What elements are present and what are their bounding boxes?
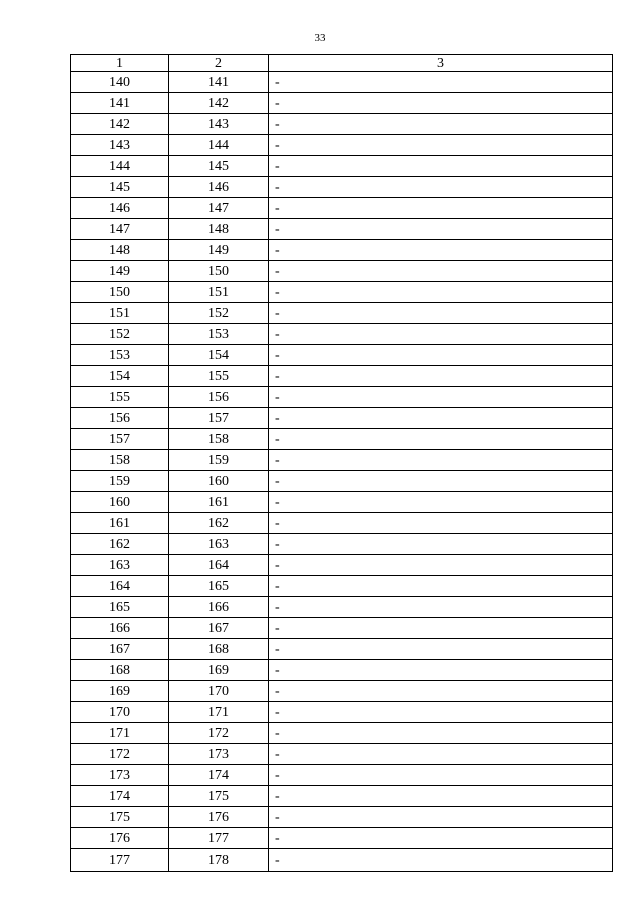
table-cell: -	[269, 576, 613, 597]
table-cell: -	[269, 534, 613, 555]
table-cell: 159	[169, 450, 269, 471]
table-cell: -	[269, 639, 613, 660]
table-cell: -	[269, 198, 613, 219]
table-cell: 144	[169, 135, 269, 156]
table-cell: 167	[169, 618, 269, 639]
table-cell: 175	[71, 807, 169, 828]
table-cell: -	[269, 744, 613, 765]
table-cell: -	[269, 72, 613, 93]
table-cell: 142	[71, 114, 169, 135]
table-row	[71, 408, 613, 429]
table-cell: 158	[71, 450, 169, 471]
table-row	[71, 492, 613, 513]
table-cell: 147	[71, 219, 169, 240]
table-cell: 146	[71, 198, 169, 219]
table-cell: 140	[71, 72, 169, 93]
table-row	[71, 618, 613, 639]
table-cell: 142	[169, 93, 269, 114]
table-cell: 153	[71, 345, 169, 366]
table-cell: 141	[71, 93, 169, 114]
table-cell: -	[269, 660, 613, 681]
table-cell: -	[269, 492, 613, 513]
table-cell: -	[269, 597, 613, 618]
table-cell: 165	[169, 576, 269, 597]
table-cell: -	[269, 282, 613, 303]
table-body	[71, 72, 613, 872]
table-cell: 163	[71, 555, 169, 576]
table-cell: -	[269, 450, 613, 471]
table-cell: 153	[169, 324, 269, 345]
table-cell: 171	[71, 723, 169, 744]
table-row	[71, 177, 613, 198]
table-cell: -	[269, 156, 613, 177]
data-table	[70, 54, 613, 872]
table-cell: 164	[71, 576, 169, 597]
table-cell: 161	[71, 513, 169, 534]
table-cell: 161	[169, 492, 269, 513]
table-cell: 176	[169, 807, 269, 828]
table-row	[71, 324, 613, 345]
table-cell: -	[269, 114, 613, 135]
table-row	[71, 450, 613, 471]
table-cell: -	[269, 366, 613, 387]
table-cell: -	[269, 618, 613, 639]
table-cell: 172	[169, 723, 269, 744]
table-row	[71, 282, 613, 303]
table-cell: 145	[71, 177, 169, 198]
table-cell: -	[269, 429, 613, 450]
table-cell: 151	[169, 282, 269, 303]
table-cell: -	[269, 387, 613, 408]
table-cell: 170	[169, 681, 269, 702]
table-cell: 141	[169, 72, 269, 93]
table-cell: 172	[71, 744, 169, 765]
table-row	[71, 597, 613, 618]
table-cell: -	[269, 135, 613, 156]
table-cell: 164	[169, 555, 269, 576]
table-cell: 150	[71, 282, 169, 303]
table-cell: 143	[71, 135, 169, 156]
table-cell: 162	[169, 513, 269, 534]
table-cell: 166	[169, 597, 269, 618]
table-cell: 148	[169, 219, 269, 240]
page-number: 33	[314, 32, 326, 44]
table-cell: 173	[71, 765, 169, 786]
table-row	[71, 303, 613, 324]
table-cell: 175	[169, 786, 269, 807]
table-row	[71, 786, 613, 807]
table-cell: -	[269, 93, 613, 114]
table-cell: -	[269, 702, 613, 723]
table-row	[71, 807, 613, 828]
table-row	[71, 198, 613, 219]
table-row	[71, 744, 613, 765]
column-header: 3	[269, 55, 613, 72]
table-row	[71, 429, 613, 450]
table-cell: -	[269, 513, 613, 534]
table-cell: 177	[169, 828, 269, 849]
table-cell: 156	[169, 387, 269, 408]
table-cell: 149	[71, 261, 169, 282]
table-row	[71, 366, 613, 387]
table-row	[71, 135, 613, 156]
table-cell: -	[269, 555, 613, 576]
table-cell: 163	[169, 534, 269, 555]
table-header-row	[71, 55, 613, 72]
table-cell: 148	[71, 240, 169, 261]
table-row	[71, 387, 613, 408]
table-row	[71, 555, 613, 576]
table-cell: 168	[169, 639, 269, 660]
table-cell: -	[269, 723, 613, 744]
table-cell: -	[269, 807, 613, 828]
table-cell: -	[269, 177, 613, 198]
table-row	[71, 471, 613, 492]
table-cell: 166	[71, 618, 169, 639]
table-cell: 143	[169, 114, 269, 135]
table-row	[71, 72, 613, 93]
table-cell: 158	[169, 429, 269, 450]
table-cell: 145	[169, 156, 269, 177]
table-cell: -	[269, 471, 613, 492]
table-cell: 170	[71, 702, 169, 723]
table-row	[71, 828, 613, 849]
table-row	[71, 513, 613, 534]
table-row	[71, 660, 613, 681]
table-cell: 160	[71, 492, 169, 513]
table-cell: 154	[71, 366, 169, 387]
table-cell: 154	[169, 345, 269, 366]
table-row	[71, 723, 613, 744]
table-cell: 151	[71, 303, 169, 324]
table-cell: 169	[71, 681, 169, 702]
table-row	[71, 849, 613, 872]
table-cell: -	[269, 408, 613, 429]
table-cell: -	[269, 324, 613, 345]
table-cell: 157	[169, 408, 269, 429]
table-cell: 177	[71, 849, 169, 872]
table-row	[71, 576, 613, 597]
table-cell: 174	[71, 786, 169, 807]
table-cell: 176	[71, 828, 169, 849]
column-header: 1	[71, 55, 169, 72]
table-cell: 157	[71, 429, 169, 450]
table-cell: 174	[169, 765, 269, 786]
table-cell: 169	[169, 660, 269, 681]
table-row	[71, 114, 613, 135]
table-cell: 144	[71, 156, 169, 177]
column-header: 2	[169, 55, 269, 72]
table-row	[71, 240, 613, 261]
table-cell: 155	[71, 387, 169, 408]
table-cell: 178	[169, 849, 269, 872]
table-row	[71, 639, 613, 660]
table-cell: 146	[169, 177, 269, 198]
table-cell: 167	[71, 639, 169, 660]
table-cell: -	[269, 765, 613, 786]
table-row	[71, 93, 613, 114]
table-row	[71, 219, 613, 240]
table-cell: 165	[71, 597, 169, 618]
table-row	[71, 765, 613, 786]
table-cell: -	[269, 261, 613, 282]
table-cell: 168	[71, 660, 169, 681]
table-cell: 150	[169, 261, 269, 282]
table-cell: -	[269, 849, 613, 872]
table-row	[71, 156, 613, 177]
table-row	[71, 534, 613, 555]
table-cell: -	[269, 681, 613, 702]
table-cell: 147	[169, 198, 269, 219]
table-row	[71, 345, 613, 366]
table-row	[71, 261, 613, 282]
table-row	[71, 702, 613, 723]
table-cell: -	[269, 345, 613, 366]
table-cell: 156	[71, 408, 169, 429]
table-cell: 152	[71, 324, 169, 345]
table-cell: -	[269, 303, 613, 324]
table-cell: -	[269, 219, 613, 240]
table-cell: 155	[169, 366, 269, 387]
table-cell: 171	[169, 702, 269, 723]
table-cell: 159	[71, 471, 169, 492]
table-cell: -	[269, 828, 613, 849]
table-cell: 160	[169, 471, 269, 492]
table-cell: 152	[169, 303, 269, 324]
table-cell: -	[269, 786, 613, 807]
table-cell: -	[269, 240, 613, 261]
table-row	[71, 681, 613, 702]
table-cell: 173	[169, 744, 269, 765]
table-cell: 149	[169, 240, 269, 261]
table-cell: 162	[71, 534, 169, 555]
